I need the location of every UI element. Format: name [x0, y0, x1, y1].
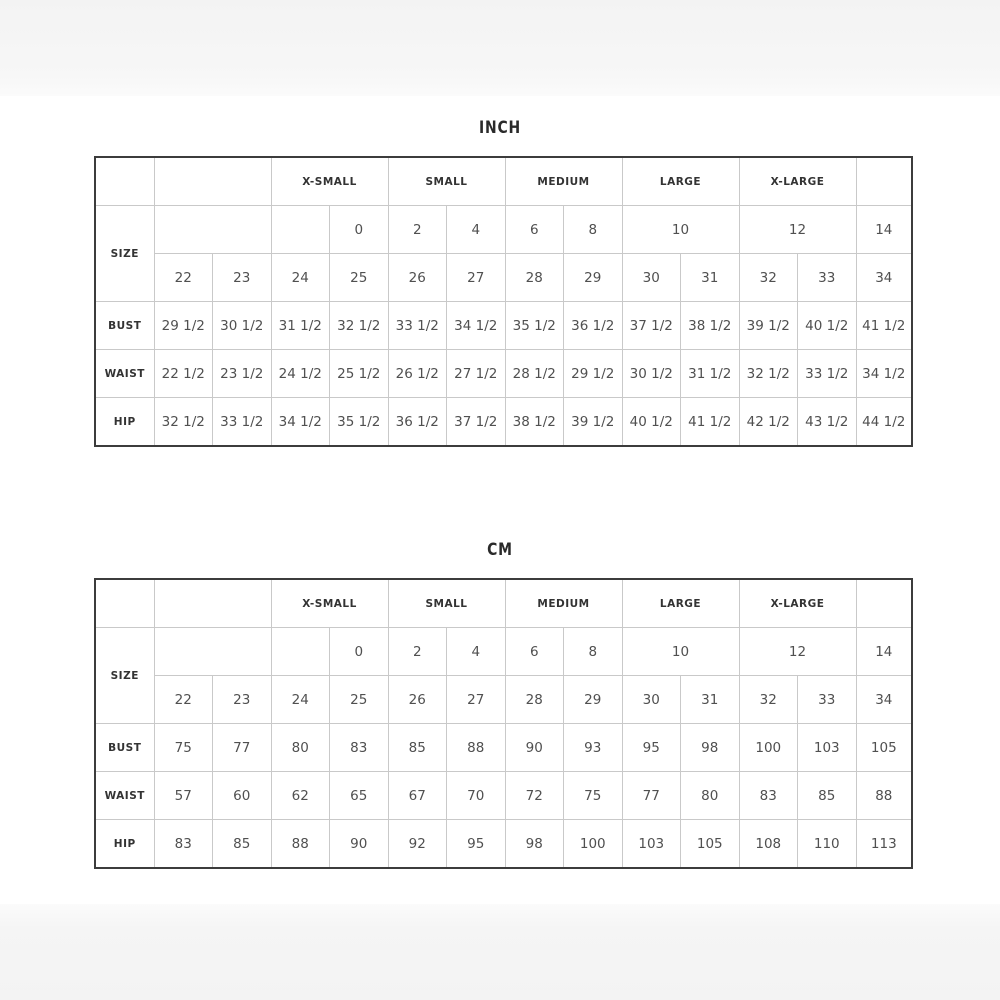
us-size-cell: 2 [388, 206, 447, 254]
value-cell: 22 1/2 [154, 350, 213, 398]
value-cell: 80 [681, 772, 740, 820]
numeric-size-cell: 27 [447, 254, 506, 302]
group-header: X-SMALL [271, 157, 388, 206]
numeric-size-cell: 33 [798, 676, 857, 724]
measurement-row-bust [95, 302, 912, 350]
us-size-cell: 6 [505, 206, 564, 254]
numeric-size-cell: 27 [447, 676, 506, 724]
value-cell: 33 1/2 [798, 350, 857, 398]
value-cell: 32 1/2 [739, 350, 798, 398]
numeric-size-cell: 22 [154, 254, 213, 302]
value-cell: 36 1/2 [564, 302, 623, 350]
value-cell: 40 1/2 [622, 398, 681, 447]
group-header-row [95, 579, 912, 628]
numeric-size-cell: 28 [505, 254, 564, 302]
group-header: X-LARGE [739, 579, 856, 628]
value-cell: 34 1/2 [271, 398, 330, 447]
bottom-background-band [0, 904, 1000, 1000]
numeric-size-cell: 25 [330, 676, 389, 724]
us-size-cell: 12 [739, 206, 856, 254]
cm-title: CM [487, 540, 513, 560]
measurement-row-hip [95, 398, 912, 447]
value-cell: 98 [681, 724, 740, 772]
value-cell: 30 1/2 [622, 350, 681, 398]
value-cell: 23 1/2 [213, 350, 272, 398]
value-cell: 41 1/2 [856, 302, 912, 350]
numeric-size-cell: 30 [622, 676, 681, 724]
value-cell: 67 [388, 772, 447, 820]
us-size-row [95, 628, 912, 676]
us-size-cell: 0 [330, 628, 389, 676]
numeric-size-cell: 24 [271, 676, 330, 724]
value-cell: 33 1/2 [213, 398, 272, 447]
value-cell: 26 1/2 [388, 350, 447, 398]
measurement-row-bust [95, 724, 912, 772]
group-header: SMALL [388, 579, 505, 628]
group-header: MEDIUM [505, 157, 622, 206]
row-label: WAIST [95, 350, 154, 398]
value-cell: 85 [798, 772, 857, 820]
top-background-band [0, 0, 1000, 96]
row-label: HIP [95, 820, 154, 869]
numeric-size-cell: 24 [271, 254, 330, 302]
numeric-size-row [95, 254, 912, 302]
measurement-row-hip [95, 820, 912, 869]
value-cell: 113 [856, 820, 912, 869]
numeric-size-cell: 26 [388, 254, 447, 302]
numeric-size-cell: 23 [213, 254, 272, 302]
group-header: LARGE [622, 579, 739, 628]
value-cell: 30 1/2 [213, 302, 272, 350]
value-cell: 35 1/2 [330, 398, 389, 447]
value-cell: 88 [447, 724, 506, 772]
value-cell: 92 [388, 820, 447, 869]
value-cell: 85 [213, 820, 272, 869]
value-cell: 83 [739, 772, 798, 820]
value-cell: 38 1/2 [505, 398, 564, 447]
value-cell: 77 [213, 724, 272, 772]
value-cell: 29 1/2 [564, 350, 623, 398]
cm-size-table [94, 578, 913, 869]
value-cell: 24 1/2 [271, 350, 330, 398]
us-size-cell: 6 [505, 628, 564, 676]
numeric-size-cell: 23 [213, 676, 272, 724]
value-cell: 83 [330, 724, 389, 772]
value-cell: 95 [622, 724, 681, 772]
value-cell: 90 [505, 724, 564, 772]
numeric-size-cell: 28 [505, 676, 564, 724]
numeric-size-cell: 31 [681, 254, 740, 302]
numeric-size-cell: 25 [330, 254, 389, 302]
value-cell: 31 1/2 [271, 302, 330, 350]
value-cell: 27 1/2 [447, 350, 506, 398]
value-cell: 100 [739, 724, 798, 772]
value-cell: 77 [622, 772, 681, 820]
value-cell: 39 1/2 [739, 302, 798, 350]
value-cell: 88 [856, 772, 912, 820]
us-size-cell: 14 [856, 206, 912, 254]
value-cell: 43 1/2 [798, 398, 857, 447]
numeric-size-cell: 33 [798, 254, 857, 302]
empty-size-cell [271, 206, 330, 254]
numeric-size-cell: 31 [681, 676, 740, 724]
size-label: SIZE [95, 206, 154, 302]
value-cell: 65 [330, 772, 389, 820]
value-cell: 70 [447, 772, 506, 820]
value-cell: 95 [447, 820, 506, 869]
measurement-row-waist [95, 350, 912, 398]
corner-cell [95, 579, 154, 628]
value-cell: 34 1/2 [856, 350, 912, 398]
us-size-row [95, 206, 912, 254]
us-size-cell: 10 [622, 628, 739, 676]
value-cell: 39 1/2 [564, 398, 623, 447]
value-cell: 31 1/2 [681, 350, 740, 398]
group-header: MEDIUM [505, 579, 622, 628]
numeric-size-cell: 29 [564, 676, 623, 724]
value-cell: 41 1/2 [681, 398, 740, 447]
value-cell: 25 1/2 [330, 350, 389, 398]
value-cell: 36 1/2 [388, 398, 447, 447]
value-cell: 100 [564, 820, 623, 869]
us-size-cell: 8 [564, 628, 623, 676]
value-cell: 42 1/2 [739, 398, 798, 447]
row-label: WAIST [95, 772, 154, 820]
value-cell: 37 1/2 [447, 398, 506, 447]
inch-size-table [94, 156, 913, 447]
value-cell: 37 1/2 [622, 302, 681, 350]
empty-size-cell [271, 628, 330, 676]
us-size-cell: 2 [388, 628, 447, 676]
numeric-size-cell: 22 [154, 676, 213, 724]
empty-group-cell [856, 579, 912, 628]
value-cell: 32 1/2 [330, 302, 389, 350]
numeric-size-cell: 30 [622, 254, 681, 302]
value-cell: 108 [739, 820, 798, 869]
value-cell: 75 [564, 772, 623, 820]
numeric-size-cell: 34 [856, 676, 912, 724]
numeric-size-cell: 29 [564, 254, 623, 302]
value-cell: 88 [271, 820, 330, 869]
value-cell: 75 [154, 724, 213, 772]
value-cell: 35 1/2 [505, 302, 564, 350]
value-cell: 28 1/2 [505, 350, 564, 398]
empty-group-cell [154, 157, 271, 206]
corner-cell [95, 157, 154, 206]
value-cell: 83 [154, 820, 213, 869]
value-cell: 72 [505, 772, 564, 820]
value-cell: 103 [798, 724, 857, 772]
group-header: LARGE [622, 157, 739, 206]
row-label: BUST [95, 724, 154, 772]
empty-size-cell [154, 206, 271, 254]
numeric-size-cell: 32 [739, 676, 798, 724]
group-header: X-SMALL [271, 579, 388, 628]
empty-group-cell [154, 579, 271, 628]
value-cell: 103 [622, 820, 681, 869]
value-cell: 40 1/2 [798, 302, 857, 350]
value-cell: 60 [213, 772, 272, 820]
us-size-cell: 8 [564, 206, 623, 254]
us-size-cell: 10 [622, 206, 739, 254]
empty-size-cell [154, 628, 271, 676]
value-cell: 110 [798, 820, 857, 869]
numeric-size-cell: 32 [739, 254, 798, 302]
value-cell: 57 [154, 772, 213, 820]
group-header: X-LARGE [739, 157, 856, 206]
measurement-row-waist [95, 772, 912, 820]
row-label: HIP [95, 398, 154, 447]
value-cell: 34 1/2 [447, 302, 506, 350]
size-label: SIZE [95, 628, 154, 724]
empty-group-cell [856, 157, 912, 206]
value-cell: 105 [681, 820, 740, 869]
row-label: BUST [95, 302, 154, 350]
us-size-cell: 14 [856, 628, 912, 676]
group-header-row [95, 157, 912, 206]
value-cell: 93 [564, 724, 623, 772]
value-cell: 32 1/2 [154, 398, 213, 447]
value-cell: 98 [505, 820, 564, 869]
us-size-cell: 0 [330, 206, 389, 254]
value-cell: 29 1/2 [154, 302, 213, 350]
us-size-cell: 4 [447, 628, 506, 676]
value-cell: 80 [271, 724, 330, 772]
us-size-cell: 4 [447, 206, 506, 254]
numeric-size-row [95, 676, 912, 724]
value-cell: 105 [856, 724, 912, 772]
value-cell: 90 [330, 820, 389, 869]
numeric-size-cell: 26 [388, 676, 447, 724]
value-cell: 44 1/2 [856, 398, 912, 447]
us-size-cell: 12 [739, 628, 856, 676]
value-cell: 38 1/2 [681, 302, 740, 350]
inch-title: INCH [478, 118, 522, 138]
value-cell: 85 [388, 724, 447, 772]
value-cell: 62 [271, 772, 330, 820]
numeric-size-cell: 34 [856, 254, 912, 302]
group-header: SMALL [388, 157, 505, 206]
value-cell: 33 1/2 [388, 302, 447, 350]
